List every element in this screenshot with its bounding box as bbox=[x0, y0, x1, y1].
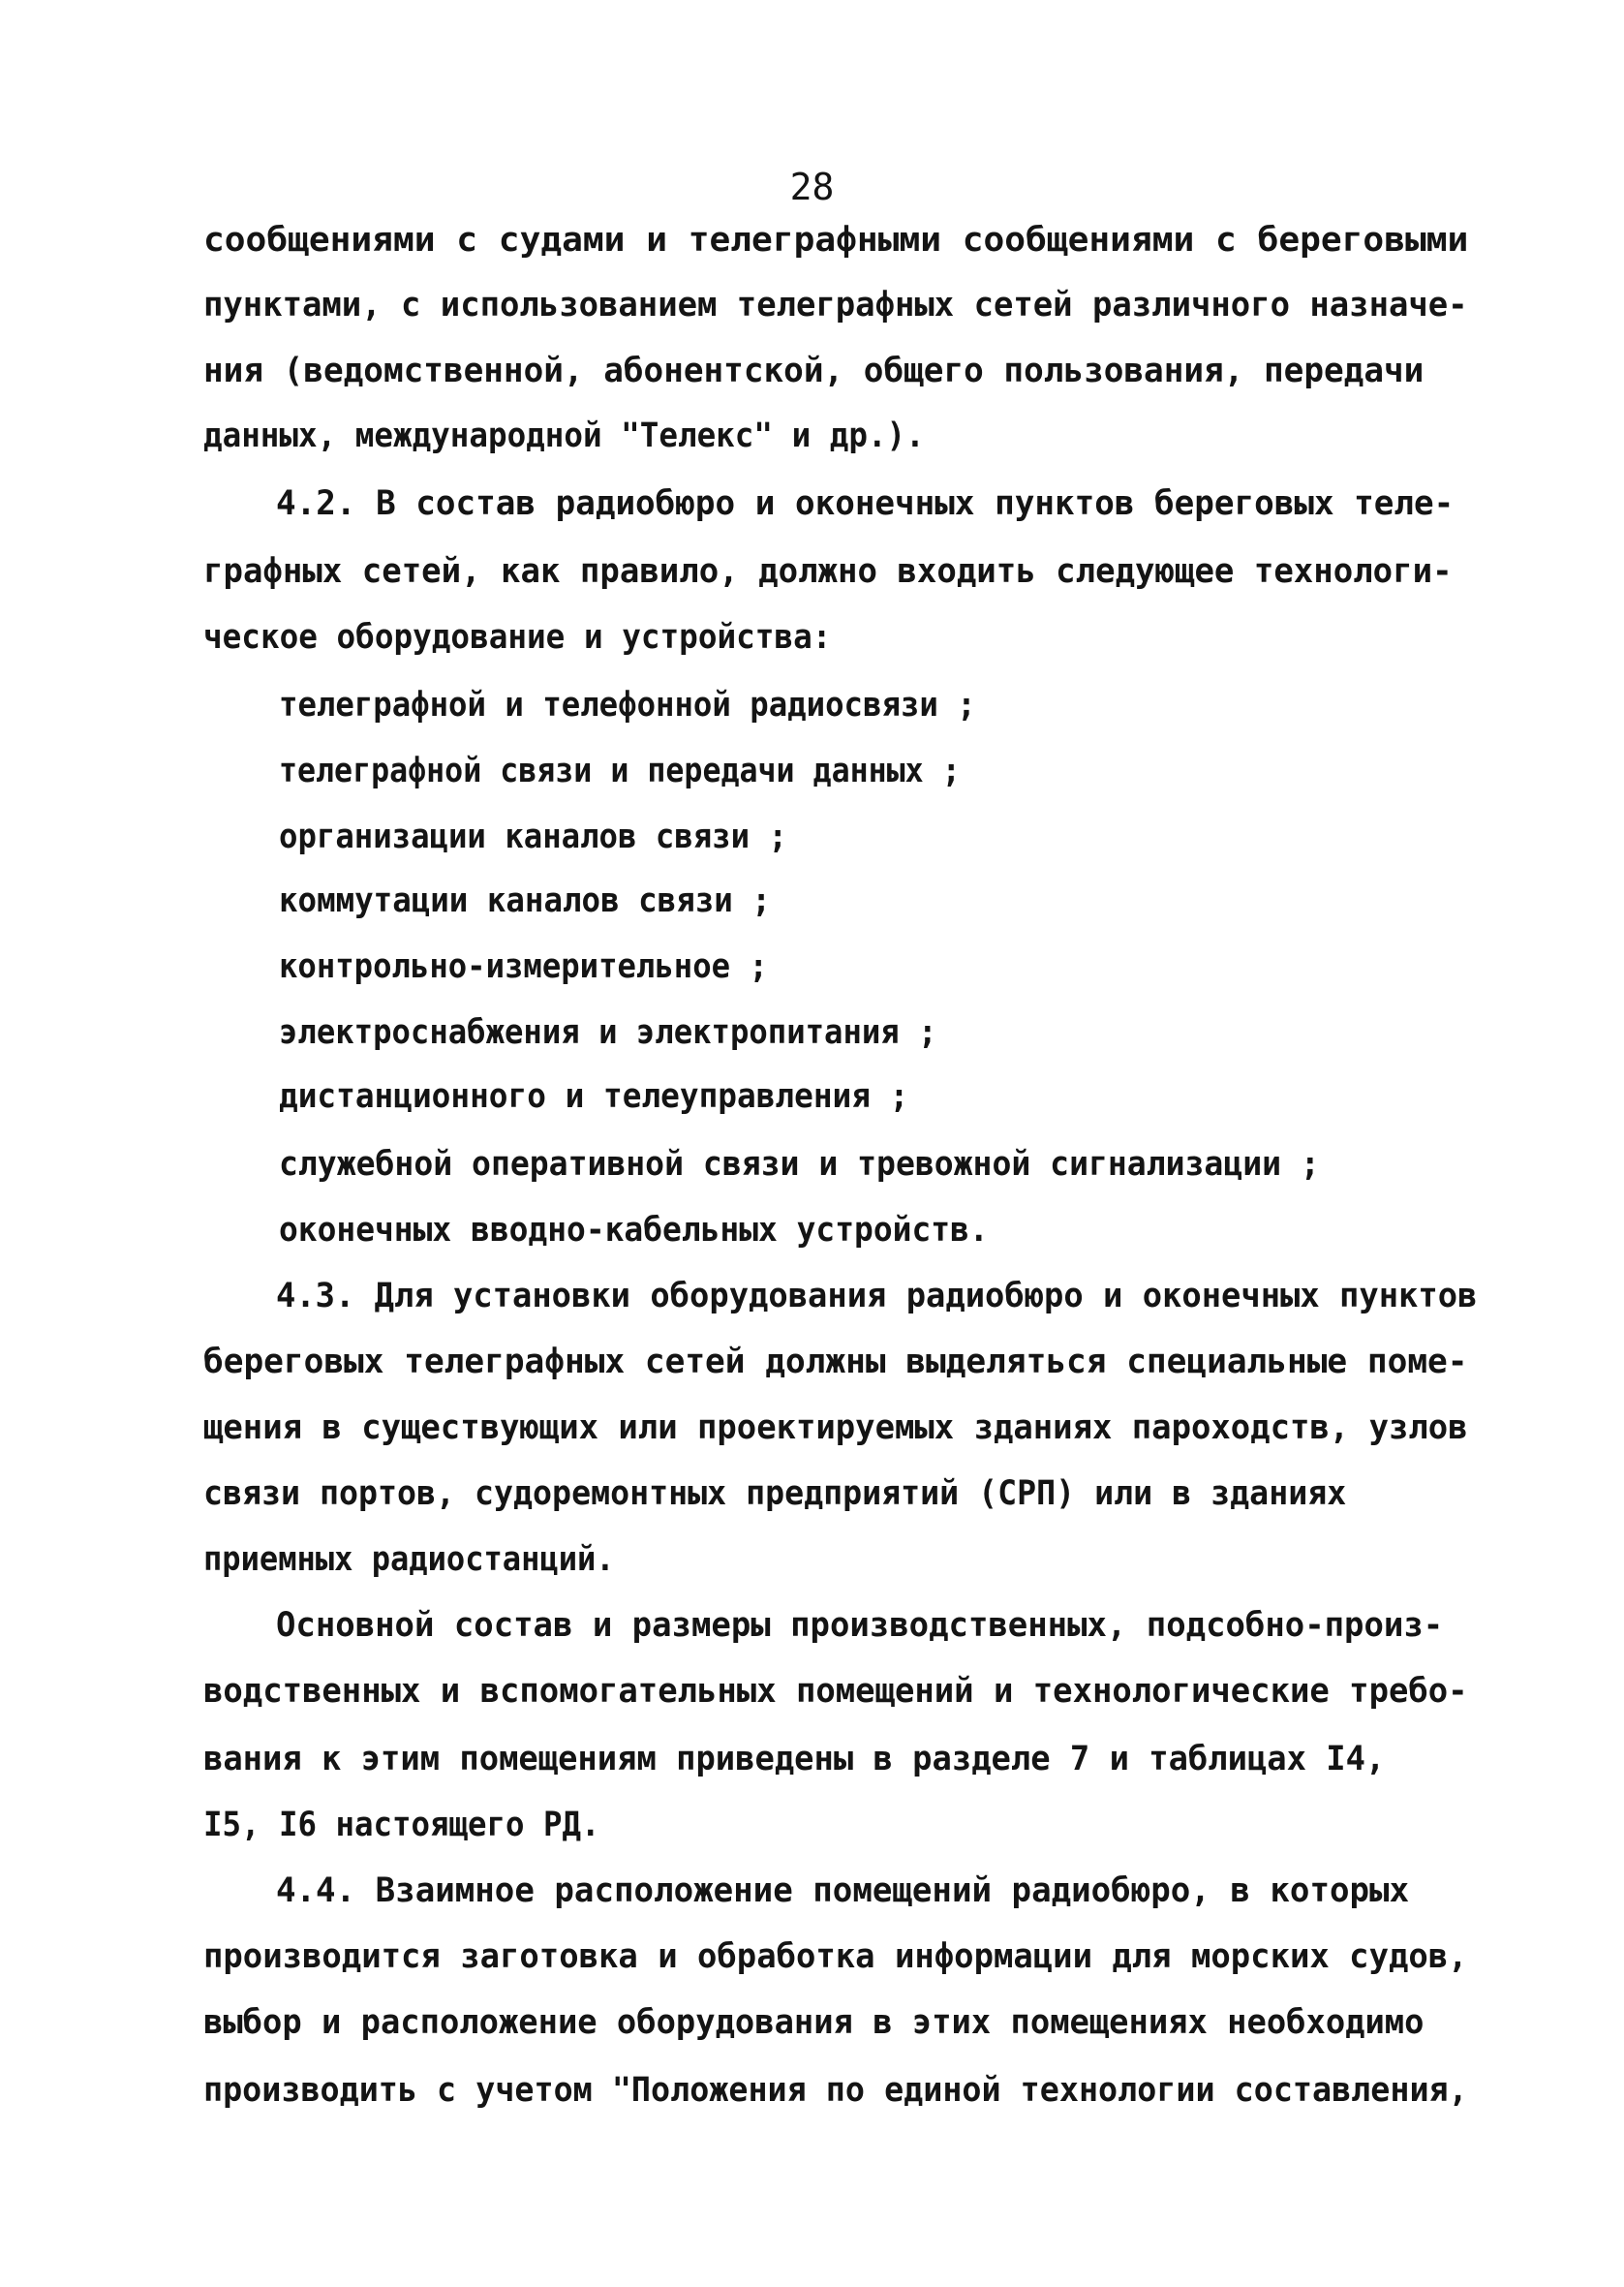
text-line: вания к этим помещениям приведены в разделе 7 и таблицах I4, bbox=[203, 1740, 1386, 1778]
list-item: телеграфной и телефонной радиосвязи ; bbox=[279, 686, 976, 725]
text-line: береговых телеграфных сетей должны выделяться специальные поме- bbox=[203, 1343, 1468, 1381]
text-line: графных сетей, как правило, должно входить следующее технологи- bbox=[203, 552, 1453, 591]
text-line: Основной состав и размеры производственных, подсобно-произ- bbox=[276, 1606, 1444, 1645]
list-item: телеграфной связи и передачи данных ; bbox=[279, 752, 961, 790]
text-line: 4.2. В состав радиобюро и оконечных пунктов береговых теле- bbox=[276, 484, 1455, 523]
text-line: связи портов, судоремонтных предприятий (СРП) или в зданиях bbox=[203, 1474, 1347, 1513]
text-line: выбор и расположение оборудования в этих помещениях необходимо bbox=[203, 2003, 1425, 2042]
text-line: 4.4. Взаимное расположение помещений радиобюро, в которых bbox=[276, 1871, 1410, 1910]
text-line: водственных и вспомогательных помещений и технологические требо- bbox=[203, 1672, 1468, 1711]
list-item: организации каналов связи ; bbox=[279, 818, 787, 856]
list-item: дистанционного и телеуправления ; bbox=[279, 1077, 909, 1116]
text-line: приемных радиостанций. bbox=[203, 1540, 615, 1579]
text-line: данных, международной "Телекс" и др.). bbox=[203, 417, 925, 455]
text-line: пунктами, с использованием телеграфных сетей различного назначе- bbox=[203, 286, 1468, 325]
list-item: служебной оперативной связи и тревожной сигнализации ; bbox=[279, 1145, 1320, 1184]
list-item: электроснабжения и электропитания ; bbox=[279, 1013, 937, 1052]
page-number: 28 bbox=[789, 166, 835, 208]
text-line: ческое оборудование и устройства: bbox=[203, 618, 832, 657]
list-item: контрольно-измерительное ; bbox=[279, 947, 768, 986]
text-line: щения в существующих или проектируемых зданиях пароходств, узлов bbox=[203, 1408, 1468, 1447]
list-item: коммутации каналов связи ; bbox=[279, 881, 771, 920]
list-item: оконечных вводно-кабельных устройств. bbox=[279, 1211, 989, 1250]
text-line: ния (ведомственной, абонентской, общего пользования, передачи bbox=[203, 352, 1425, 390]
text-line: I5, I6 настоящего РД. bbox=[203, 1806, 600, 1844]
text-line: 4.3. Для установки оборудования радиобюро и оконечных пунктов bbox=[276, 1277, 1478, 1315]
text-line: производится заготовка и обработка информации для морских судов, bbox=[203, 1937, 1468, 1976]
text-line: производить с учетом "Положения по единой технологии составления, bbox=[203, 2071, 1468, 2110]
text-line: сообщениями с судами и телеграфными сообщениями с береговыми bbox=[203, 221, 1469, 260]
